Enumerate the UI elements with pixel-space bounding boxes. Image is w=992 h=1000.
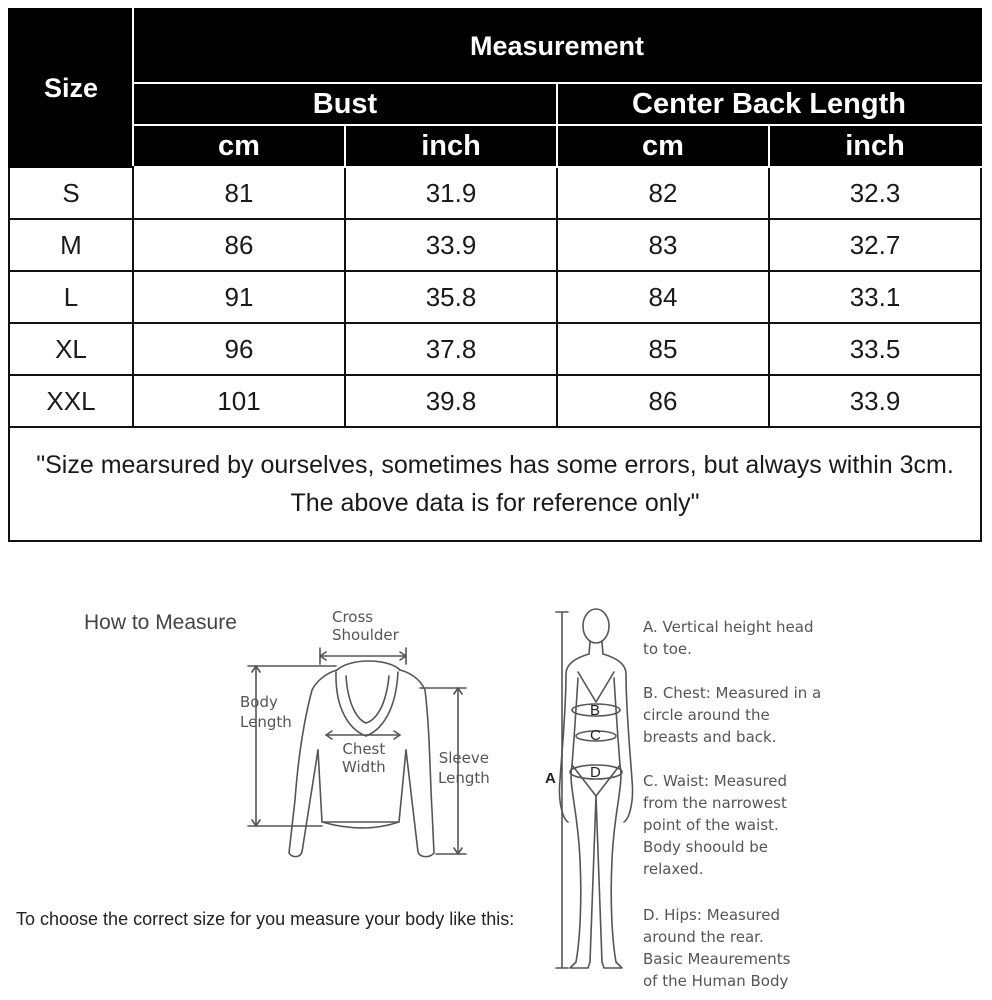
value-cell: 84 <box>557 271 769 323</box>
unit-header: inch <box>769 125 981 167</box>
note-c: C. Waist: Measured from the narrowest point of the waist. Body shoould be relaxed. <box>643 772 788 878</box>
mark-d: D <box>590 764 601 781</box>
value-cell: 85 <box>557 323 769 375</box>
chest-width-arrow <box>326 731 400 739</box>
unit-header: inch <box>345 125 557 167</box>
size-header: Size <box>9 9 133 167</box>
value-cell: 83 <box>557 219 769 271</box>
table-row <box>9 375 981 427</box>
table-row <box>9 271 981 323</box>
value-cell: 82 <box>557 167 769 219</box>
size-cell: XXL <box>9 375 133 427</box>
value-cell: 32.7 <box>769 219 981 271</box>
bust-header: Bust <box>133 83 557 125</box>
note-b: B. Chest: Measured in a circle around the breasts and back. <box>643 684 822 746</box>
value-cell: 33.9 <box>769 375 981 427</box>
table-note-row <box>9 427 981 541</box>
mark-c: C <box>590 727 601 744</box>
value-cell: 101 <box>133 375 345 427</box>
value-cell: 96 <box>133 323 345 375</box>
cross-shoulder-label: Cross Shoulder <box>332 608 399 644</box>
mark-a: A <box>545 770 556 787</box>
value-cell: 32.3 <box>769 167 981 219</box>
size-cell: L <box>9 271 133 323</box>
value-cell: 37.8 <box>345 323 557 375</box>
unit-header: cm <box>133 125 345 167</box>
table-row <box>9 323 981 375</box>
note-line: "Size mearsured by ourselves, sometimes has some errors, but always within 3cm. <box>36 451 954 479</box>
body-length-label: Body Length <box>240 693 292 731</box>
value-cell: 33.9 <box>345 219 557 271</box>
reference-note <box>9 427 981 541</box>
value-cell: 86 <box>133 219 345 271</box>
size-cell: M <box>9 219 133 271</box>
center-back-length-header: Center Back Length <box>557 83 981 125</box>
how-to-measure-diagram <box>0 560 992 1000</box>
value-cell: 39.8 <box>345 375 557 427</box>
value-cell: 81 <box>133 167 345 219</box>
note-a: A. Vertical height head to toe. <box>643 618 814 658</box>
instruction-text: To choose the correct size for you measure your body like this: <box>16 909 515 929</box>
size-chart-table <box>8 8 982 542</box>
body-figure <box>556 609 633 968</box>
table-row <box>9 219 981 271</box>
value-cell: 86 <box>557 375 769 427</box>
size-cell: S <box>9 167 133 219</box>
diagram-title: How to Measure <box>84 611 237 634</box>
body-length-arrow <box>248 666 336 826</box>
unit-header: cm <box>557 125 769 167</box>
value-cell: 35.8 <box>345 271 557 323</box>
sleeve-length-label: Sleeve Length <box>438 749 490 787</box>
chest-width-label: Chest Width <box>342 740 386 776</box>
table-row <box>9 167 981 219</box>
value-cell: 33.5 <box>769 323 981 375</box>
value-cell: 33.1 <box>769 271 981 323</box>
value-cell: 91 <box>133 271 345 323</box>
size-cell: XL <box>9 323 133 375</box>
note-d: D. Hips: Measured around the rear. Basic Meaurements of the Human Body <box>643 906 791 990</box>
note-line: The above data is for reference only" <box>290 489 700 517</box>
value-cell: 31.9 <box>345 167 557 219</box>
mark-b: B <box>590 702 601 719</box>
measurement-header: Measurement <box>133 9 981 83</box>
